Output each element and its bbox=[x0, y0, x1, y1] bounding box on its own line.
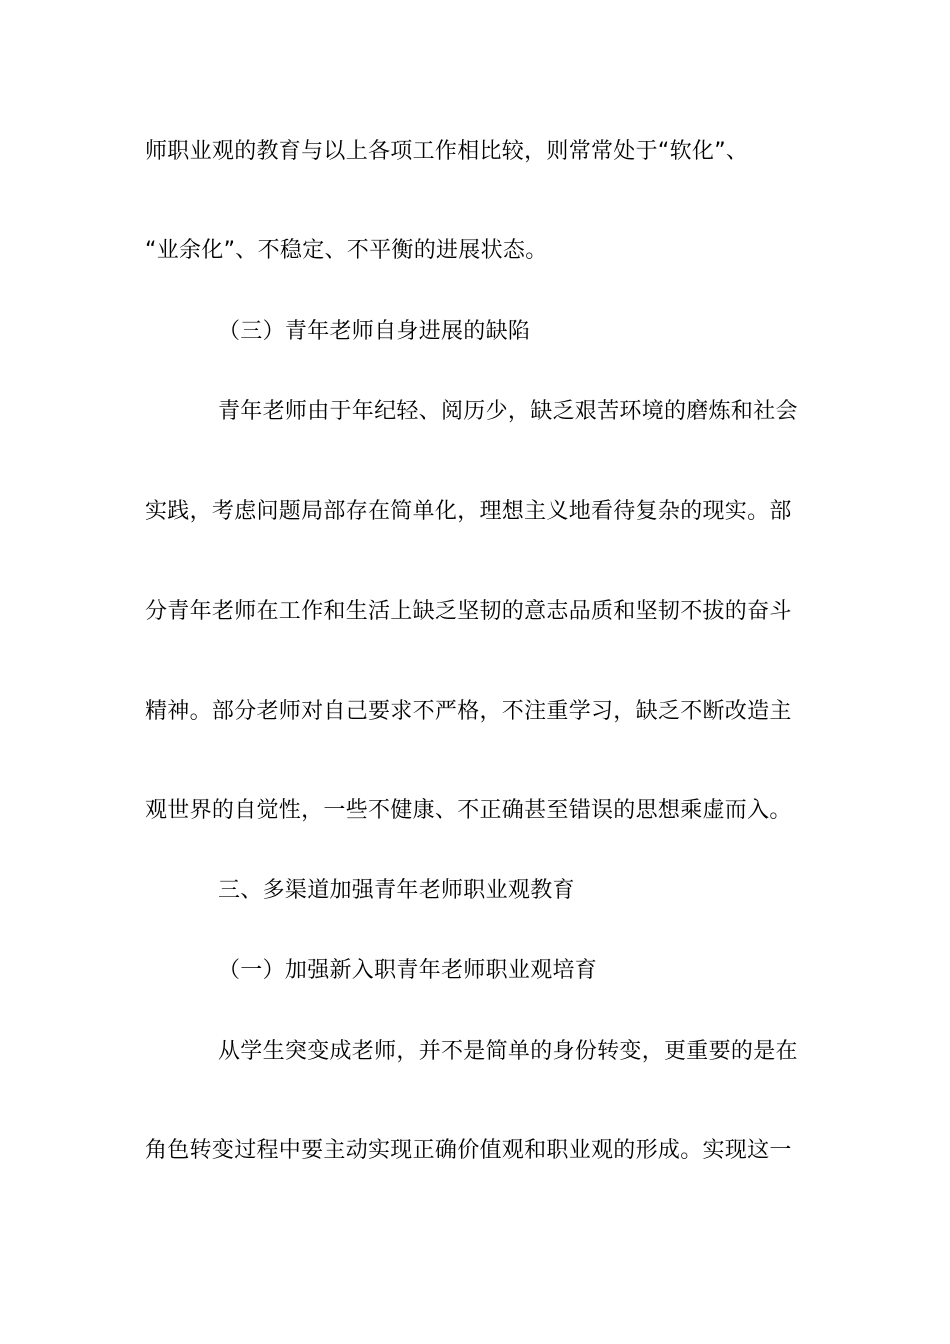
section-heading: （三）青年老师自身进展的缺陷 bbox=[218, 319, 531, 344]
paragraph-line: 实践，考虑问题局部存在简单化，理想主义地看待复杂的现实。部 bbox=[145, 499, 792, 524]
paragraph-line: 分青年老师在工作和生活上缺乏坚韧的意志品质和坚韧不拔的奋斗 bbox=[145, 599, 792, 624]
paragraph-line: 角色转变过程中要主动实现正确价值观和职业观的形成。实现这一 bbox=[145, 1138, 792, 1163]
paragraph-line: 精神。部分老师对自己要求不严格，不注重学习，缺乏不断改造主 bbox=[145, 699, 792, 724]
subsection-heading: （一）加强新入职青年老师职业观培育 bbox=[218, 958, 598, 983]
paragraph-line: 观世界的自觉性，一些不健康、不正确甚至错误的思想乘虚而入。 bbox=[145, 798, 792, 823]
paragraph-line: “业余化”、不稳定、不平衡的进展状态。 bbox=[145, 238, 548, 263]
paragraph-line: 青年老师由于年纪轻、阅历少，缺乏艰苦环境的磨炼和社会 bbox=[218, 399, 798, 424]
section-heading: 三、多渠道加强青年老师职业观教育 bbox=[218, 878, 575, 903]
paragraph-line: 师职业观的教育与以上各项工作相比较，则常常处于“软化”、 bbox=[145, 139, 749, 164]
paragraph-line: 从学生突变成老师，并不是简单的身份转变，更重要的是在 bbox=[218, 1039, 798, 1064]
